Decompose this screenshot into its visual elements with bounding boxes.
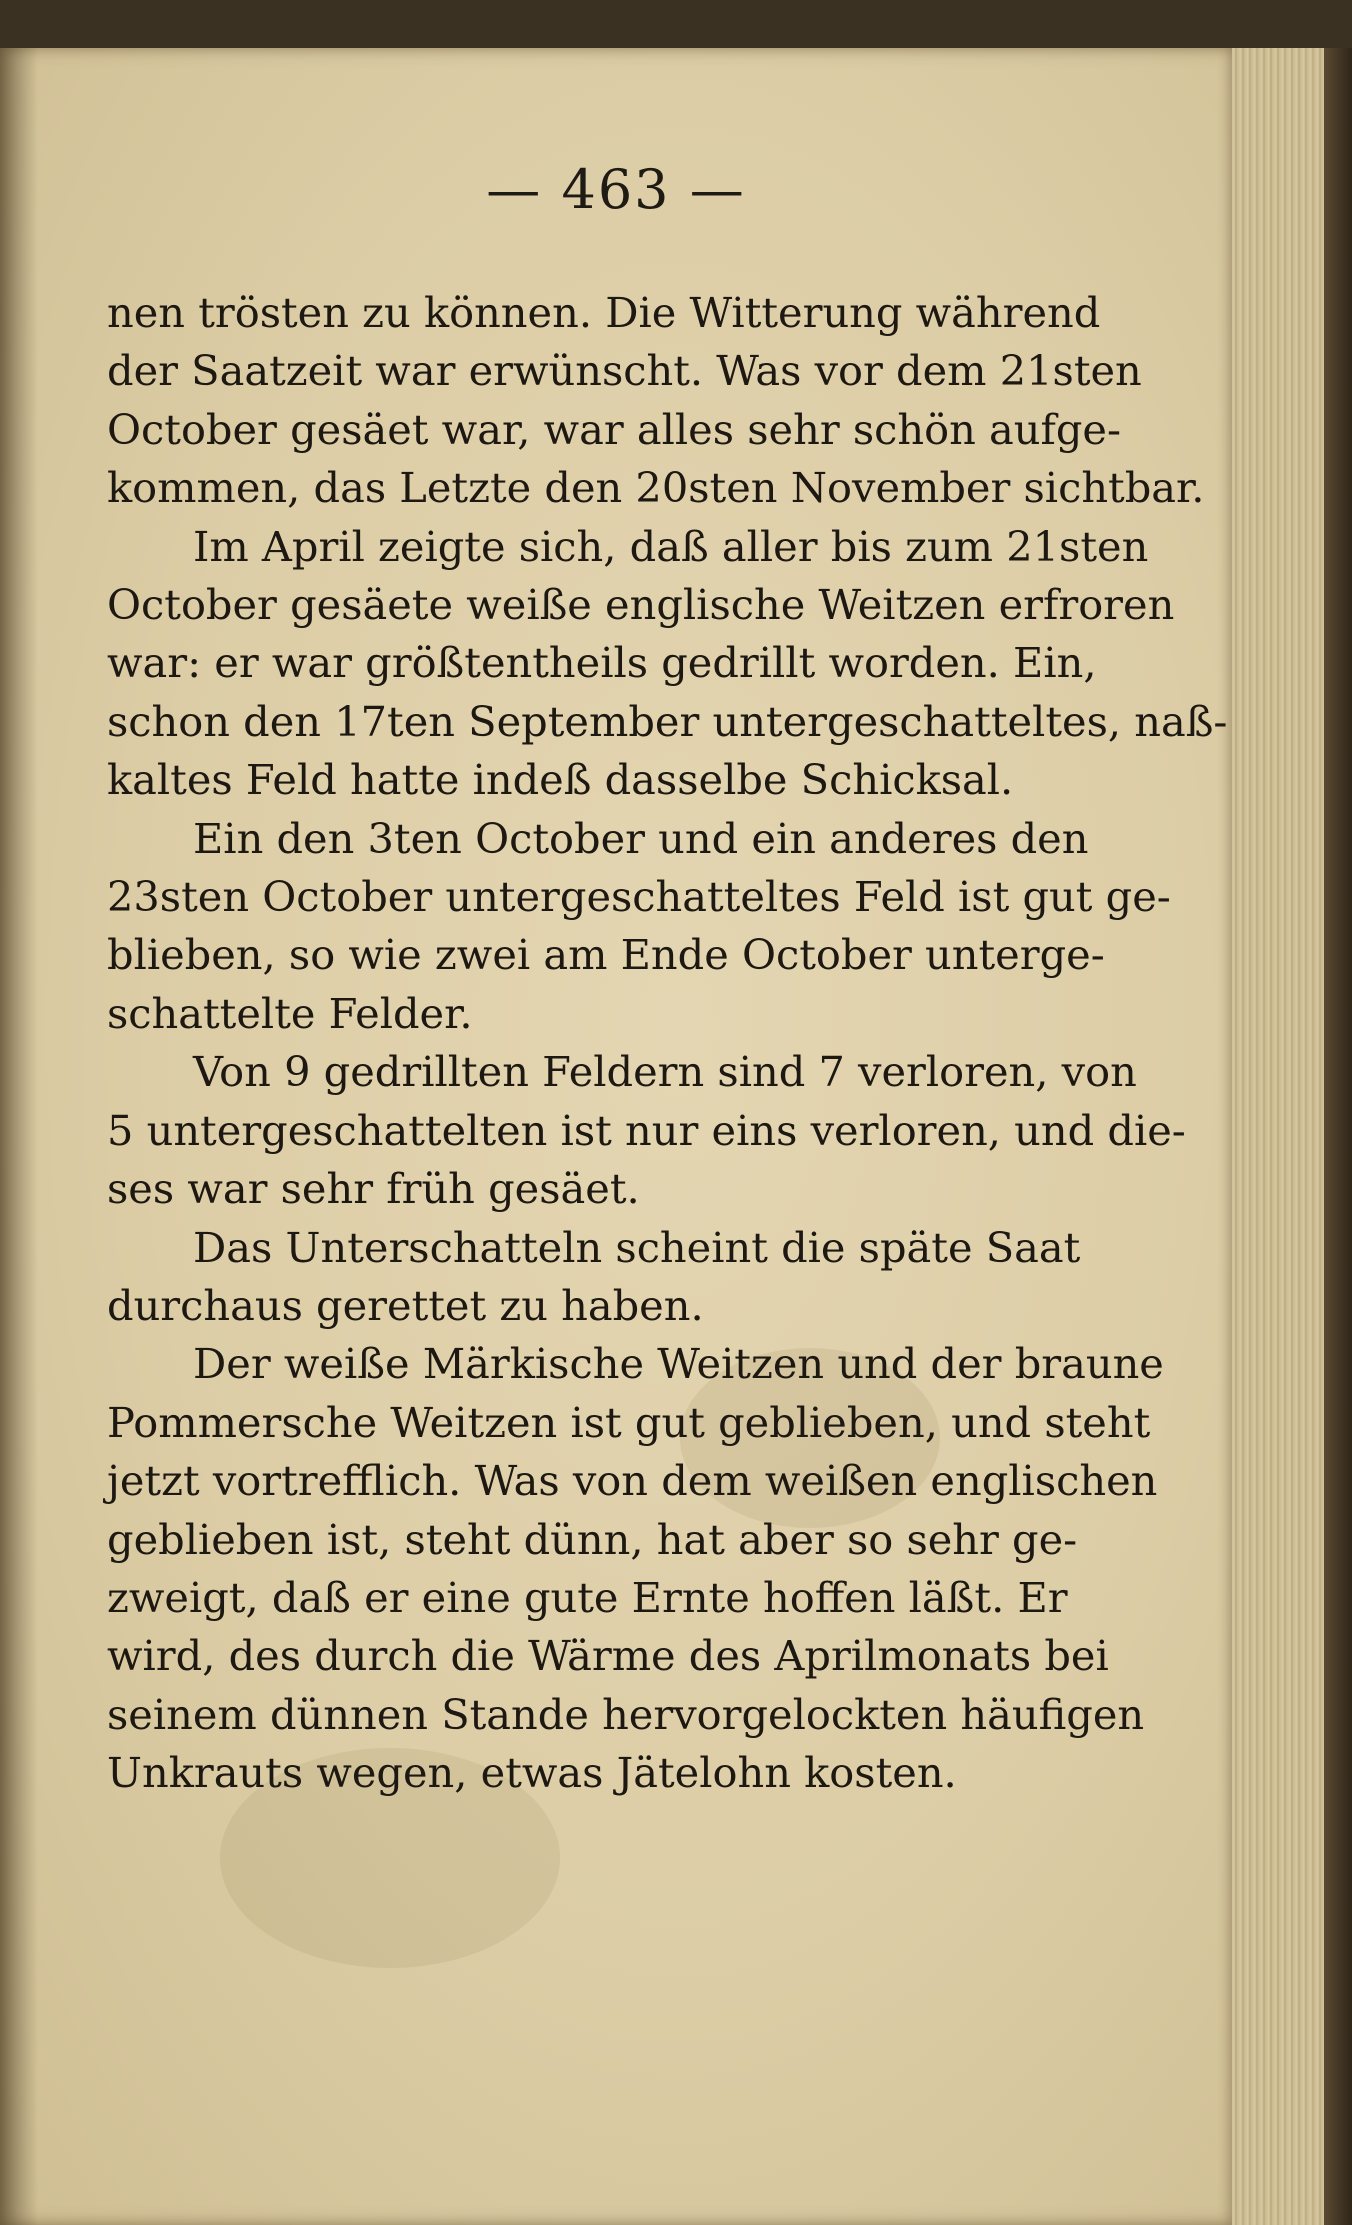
text-line: Das Unterschatteln scheint die späte Saat xyxy=(193,1222,1081,1272)
text-line: October gesäete weiße englische Weitzen erfroren xyxy=(107,580,1175,630)
text-line: der Saatzeit war erwünscht. Was vor dem 21sten xyxy=(107,346,1142,396)
text-line: war: er war größtentheils gedrillt worden. Ein, xyxy=(107,638,1097,688)
text-line: Ein den 3ten October und ein anderes den xyxy=(193,813,1089,863)
text-line: jetzt vortrefflich. Was von dem weißen englischen xyxy=(107,1456,1158,1506)
page-edges xyxy=(1222,48,1344,2225)
text-line: Unkrauts wegen, etwas Jätelohn kosten. xyxy=(107,1748,957,1798)
text-line: 5 untergeschattelten ist nur eins verloren, und die- xyxy=(107,1105,1186,1155)
text-line: Von 9 gedrillten Feldern sind 7 verloren, von xyxy=(193,1047,1137,1097)
text-line: durchaus gerettet zu haben. xyxy=(107,1280,704,1330)
text-line: schattelte Felder. xyxy=(107,988,473,1038)
text-line: kaltes Feld hatte indeß dasselbe Schicksal. xyxy=(107,755,1014,805)
book-page xyxy=(0,48,1232,2225)
page-number: — 463 — xyxy=(486,158,746,221)
text-line: geblieben ist, steht dünn, hat aber so sehr ge- xyxy=(107,1514,1078,1564)
text-line: Im April zeigte sich, daß aller bis zum 21sten xyxy=(193,521,1149,571)
text-line: October gesäet war, war alles sehr schön aufge- xyxy=(107,404,1121,454)
text-line: 23sten October untergeschatteltes Feld ist gut ge- xyxy=(107,872,1171,922)
text-line: schon den 17ten September untergeschatteltes, naß- xyxy=(107,696,1228,746)
text-line: seinem dünnen Stande hervorgelockten häufigen xyxy=(107,1689,1145,1739)
spine-shadow xyxy=(0,48,38,2225)
text-line: nen trösten zu können. Die Witterung während xyxy=(107,288,1101,337)
text-line: zweigt, daß er eine gute Ernte hoffen läßt. Er xyxy=(107,1572,1068,1622)
text-line: wird, des durch die Wärme des Aprilmonats bei xyxy=(107,1631,1109,1681)
page-body-text xyxy=(107,284,1228,1803)
text-line: kommen, das Letzte den 20sten November sichtbar. xyxy=(107,463,1205,513)
text-line: blieben, so wie zwei am Ende October unterge- xyxy=(107,930,1105,980)
text-line: ses war sehr früh gesäet. xyxy=(107,1164,640,1214)
text-line: Der weiße Märkische Weitzen und der braune xyxy=(193,1339,1164,1389)
text-line: Pommersche Weitzen ist gut geblieben, und steht xyxy=(107,1397,1151,1447)
